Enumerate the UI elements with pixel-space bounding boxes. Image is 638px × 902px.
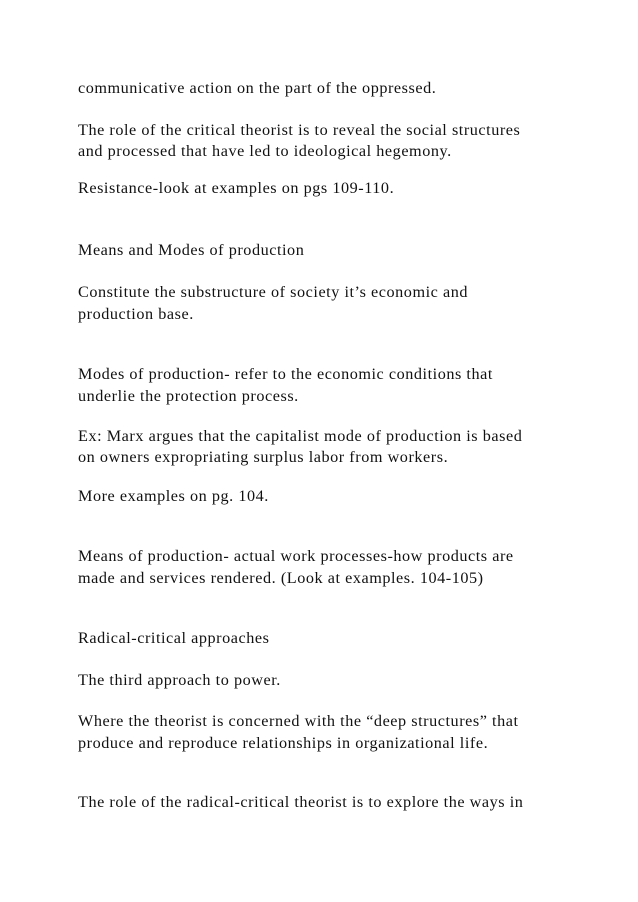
text-line: Resistance-look at examples on pgs 109-110. — [78, 179, 395, 197]
text-line: Modes of production- refer to the economic conditions that — [78, 365, 493, 383]
section-heading-means-and-modes: Means and Modes of production — [78, 241, 305, 259]
text-line: Where the theorist is concerned with the “deep structures” that — [78, 712, 519, 730]
section-heading-radical-critical: Radical-critical approaches — [78, 629, 270, 647]
text-line: Means of production- actual work processes-how products are — [78, 547, 514, 565]
text-line: Constitute the substructure of society it’s economic and — [78, 283, 468, 301]
text-line: Ex: Marx argues that the capitalist mode of production is based — [78, 427, 523, 445]
text-line: The role of the critical theorist is to reveal the social structures — [78, 121, 521, 139]
text-line: More examples on pg. 104. — [78, 487, 269, 505]
text-line: The role of the radical-critical theorist is to explore the ways in — [78, 793, 524, 811]
text-line: communicative action on the part of the oppressed. — [78, 79, 437, 97]
text-line: production base. — [78, 305, 194, 323]
text-line: underlie the protection process. — [78, 387, 299, 405]
text-line: on owners expropriating surplus labor from workers. — [78, 448, 449, 466]
text-line: The third approach to power. — [78, 671, 281, 689]
text-line: made and services rendered. (Look at examples. 104-105) — [78, 569, 484, 587]
text-line: produce and reproduce relationships in organizational life. — [78, 734, 489, 752]
text-line: and processed that have led to ideological hegemony. — [78, 142, 452, 160]
